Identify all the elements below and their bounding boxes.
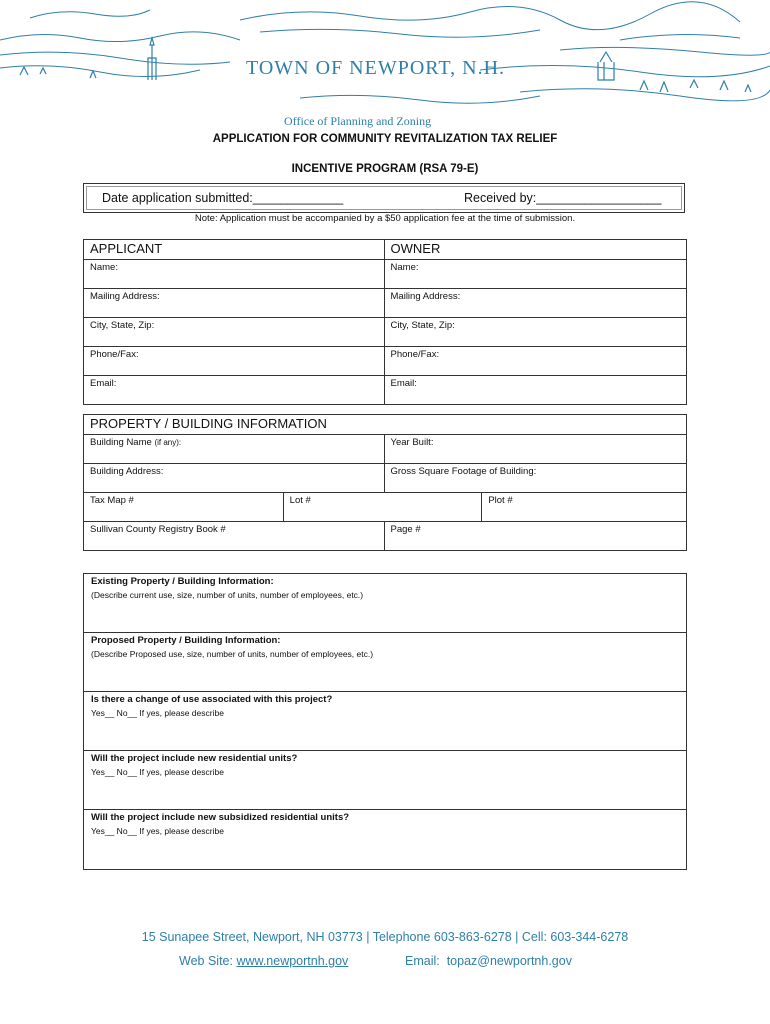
website-link[interactable]: www.newportnh.gov [236, 954, 349, 968]
property-heading: PROPERTY / BUILDING INFORMATION [84, 415, 687, 435]
plot-field[interactable]: Plot # [482, 493, 687, 522]
form-subtitle: INCENTIVE PROGRAM (RSA 79-E) [291, 163, 479, 175]
applicant-heading: APPLICANT [84, 240, 385, 260]
applicant-email-field[interactable]: Email: [84, 376, 385, 405]
property-table [83, 414, 687, 551]
owner-email-field[interactable]: Email: [384, 376, 686, 405]
applicant-phone-field[interactable]: Phone/Fax: [84, 347, 385, 376]
year-built-field[interactable]: Year Built: [384, 435, 687, 464]
applicant-name-field[interactable]: Name: [84, 260, 385, 289]
town-banner [0, 0, 770, 128]
building-name-hint: (if any): [154, 438, 182, 447]
footer-website [179, 954, 348, 968]
question-subsidized-units[interactable] [84, 810, 686, 869]
question-residential-units[interactable] [84, 751, 686, 810]
fee-note: Note: Application must be accompanied by a $50 application fee at the time of submission. [194, 213, 576, 224]
question-text: Will the project include new residential units? [91, 753, 298, 764]
tax-map-field[interactable]: Tax Map # [84, 493, 284, 522]
owner-mailing-field[interactable]: Mailing Address: [384, 289, 686, 318]
date-submitted-field[interactable]: Date application submitted:_____________ [102, 191, 344, 205]
applicant-city-field[interactable]: City, State, Zip: [84, 318, 385, 347]
applicant-mailing-field[interactable]: Mailing Address: [84, 289, 385, 318]
question-proposed[interactable] [84, 633, 686, 692]
building-address-field[interactable]: Building Address: [84, 464, 385, 493]
question-text: Proposed Property / Building Information: [91, 635, 281, 646]
owner-phone-field[interactable]: Phone/Fax: [384, 347, 686, 376]
email-label: Email: [405, 954, 440, 968]
website-label: Web Site: [179, 954, 237, 968]
form-title: APPLICATION FOR COMMUNITY REVITALIZATION TAX RELIEF [212, 133, 558, 145]
footer-email [405, 954, 572, 968]
owner-city-field[interactable]: City, State, Zip: [384, 318, 686, 347]
applicant-owner-table [83, 239, 687, 405]
footer-address: 15 Sunapee Street, Newport, NH 03773 | Telephone 603-863-6278 | Cell: 603-344-6278 [141, 930, 629, 944]
owner-name-field[interactable]: Name: [384, 260, 686, 289]
question-hint: Yes__ No__ If yes, please describe [91, 767, 224, 777]
submission-box [83, 183, 685, 213]
question-text: Will the project include new subsidized residential units? [91, 812, 350, 823]
question-hint: (Describe current use, size, number of units, number of employees, etc.) [91, 590, 364, 600]
question-text: Existing Property / Building Information: [91, 576, 274, 587]
received-by-field[interactable]: Received by:__________________ [464, 191, 662, 205]
owner-heading: OWNER [384, 240, 686, 260]
gross-sqft-field[interactable]: Gross Square Footage of Building: [384, 464, 687, 493]
question-hint: Yes__ No__ If yes, please describe [91, 708, 224, 718]
registry-book-field[interactable]: Sullivan County Registry Book # [84, 522, 385, 551]
question-hint: Yes__ No__ If yes, please describe [91, 826, 224, 836]
building-name-field[interactable] [84, 435, 385, 464]
building-name-label: Building Name [90, 437, 152, 448]
questions-box [83, 573, 687, 870]
question-change-of-use[interactable] [84, 692, 686, 751]
question-text: Is there a change of use associated with this project? [91, 694, 333, 705]
question-existing[interactable] [84, 574, 686, 633]
lot-field[interactable]: Lot # [283, 493, 482, 522]
question-hint: (Describe Proposed use, size, number of units, number of employees, etc.) [91, 649, 374, 659]
office-subtitle: Office of Planning and Zoning [284, 114, 432, 128]
page-field[interactable]: Page # [384, 522, 687, 551]
town-title: TOWN OF NEWPORT, N.H. [246, 57, 506, 79]
email-link[interactable]: topaz@newportnh.gov [446, 954, 572, 968]
